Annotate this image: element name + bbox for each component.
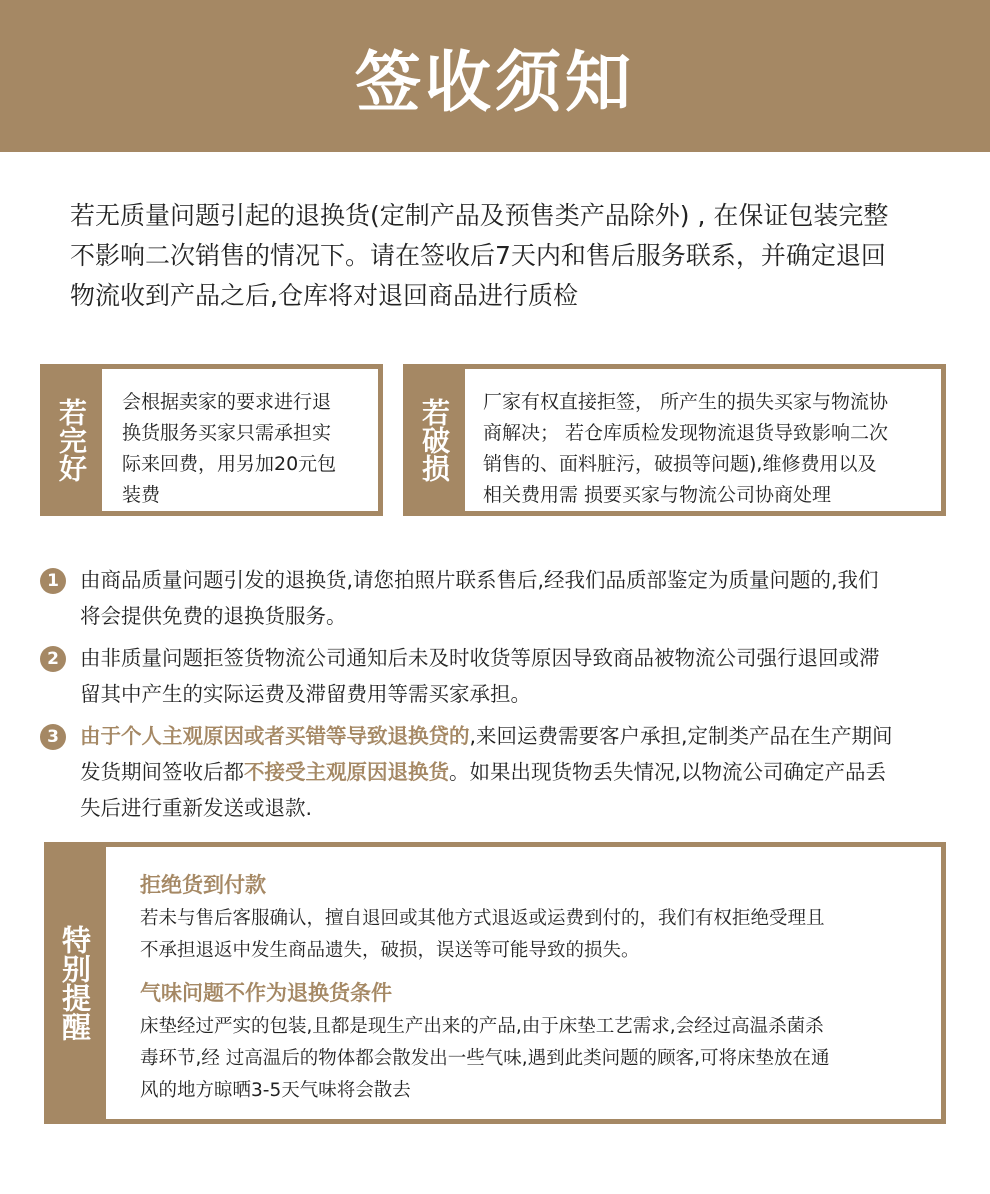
section-line: 不承担退返中发生商品遗失，破损，误送等可能导致的损失。 — [140, 940, 640, 961]
item-line: 将会提供免费的退换货服务。 — [80, 604, 347, 628]
intro-text — [70, 196, 950, 316]
header-banner — [0, 0, 990, 152]
highlight-text: 不接受主观原因退换货 — [244, 760, 449, 784]
damaged-line: 相关费用需 损要买家与物流公司协商处理 — [483, 484, 832, 506]
section-line: 若未与售后客服确认，擅自退回或其他方式退返或运费到付的，我们有权拒绝受理且 — [140, 908, 825, 929]
intact-box — [40, 364, 383, 516]
item-line: 留其中产生的实际运费及滞留费用等需买家承担。 — [80, 682, 531, 706]
page-title: 签收须知 — [355, 43, 635, 121]
damaged-label: 若破损 — [418, 398, 451, 482]
item-line: 由非质量问题拒签货物流公司通知后未及时收货等原因导致商品被物流公司强行退回或滞 — [80, 646, 880, 670]
item-line: 由商品质量问题引发的退换货,请您拍照片联系售后,经我们品质部鉴定为质量问题的,我们 — [80, 568, 879, 592]
notice-list — [40, 562, 950, 832]
special-label: 特别提醒 — [58, 925, 92, 1041]
section-body — [140, 903, 921, 967]
damaged-line: 厂家有权直接拒签， 所产生的损失买家与物流协 — [483, 391, 889, 413]
number-badge: 2 — [40, 646, 66, 672]
item-text: 。如果出现货物丢失情况,以物流公司确定产品丢 — [449, 760, 887, 784]
intact-line: 际来回费，用另加20元包 — [122, 453, 337, 475]
damaged-box — [403, 364, 946, 516]
list-item — [40, 562, 950, 634]
highlight-text: 由于个人主观原因或者买错等导致退换贷的 — [80, 724, 470, 748]
list-item — [40, 718, 950, 826]
number-badge: 1 — [40, 568, 66, 594]
section-title: 气味问题不作为退换货条件 — [140, 981, 392, 1005]
section-line: 风的地方晾晒3-5天气味将会散去 — [140, 1080, 411, 1101]
item-line: 失后进行重新发送或退款. — [80, 796, 313, 820]
section-line: 毒环节,经 过高温后的物体都会散发出一些气味,遇到此类问题的顾客,可将床垫放在通 — [140, 1048, 830, 1069]
item-text: 发货期间签收后都 — [80, 760, 244, 784]
item-line — [80, 754, 950, 790]
section-body — [140, 1011, 921, 1107]
item-line — [80, 718, 950, 754]
list-item — [40, 640, 950, 712]
section-title: 拒绝货到付款 — [140, 873, 266, 897]
damaged-line: 销售的、面料脏污，破损等问题),维修费用以及 — [483, 453, 877, 475]
damaged-label-panel — [403, 364, 465, 516]
item-text: ,来回运费需要客户承担,定制类产品在生产期间 — [469, 724, 893, 748]
intact-line: 会根据卖家的要求进行退 — [122, 391, 332, 413]
special-label-panel — [44, 842, 106, 1124]
intro-line: 若无质量问题引起的退换货(定制产品及预售类产品除外) , 在保证包装完整 — [70, 201, 889, 230]
intro-line: 不影响二次销售的情况下。请在签收后7天内和售后服务联系，并确定退回 — [70, 241, 886, 270]
damaged-line: 商解决； 若仓库质检发现物流退货导致影响二次 — [483, 422, 889, 444]
intact-content — [102, 369, 378, 511]
special-reminder-box — [44, 842, 946, 1124]
damaged-content — [465, 369, 941, 511]
number-badge: 3 — [40, 724, 66, 750]
intact-line: 装费 — [122, 484, 161, 506]
special-content — [106, 847, 941, 1119]
intact-label-panel — [40, 364, 102, 516]
intact-label: 若完好 — [55, 398, 88, 482]
intact-line: 换货服务买家只需承担实 — [122, 422, 332, 444]
section-line: 床垫经过严实的包装,且都是现生产出来的产品,由于床垫工艺需求,会经过高温杀菌杀 — [140, 1016, 824, 1037]
intro-line: 物流收到产品之后,仓库将对退回商品进行质检 — [70, 281, 578, 310]
